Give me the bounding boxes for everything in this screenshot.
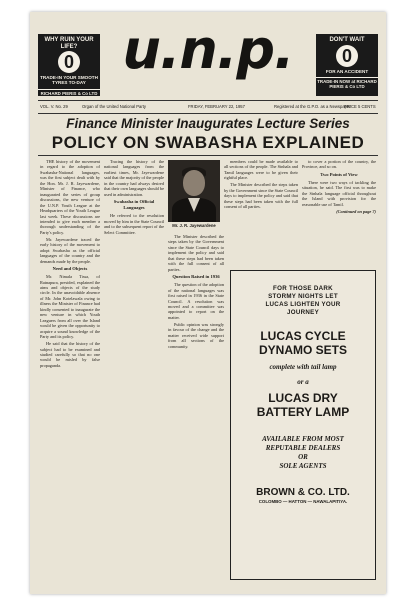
tyre-icon: 0 <box>336 45 358 67</box>
divider <box>38 155 378 156</box>
article-column-lower <box>168 234 224 578</box>
article-column-2 <box>104 159 164 579</box>
article-paragraph: THE history of the movement in regard to the adoption of Swabasha-National languages, was the first subject dealt with by the Hon. Mr. J. R. Jayewardene, Minister of Finance, who inaugurated the series of group discussions, the new venture of the U.N.P. Youth League at the Headquarters of the Youth League last week. These discussions are intended to give each member a thorough understanding of the Party's policy. <box>40 159 100 235</box>
advert-line: JOURNEY <box>286 309 319 316</box>
advert-product: DYNAMO SETS <box>258 343 347 357</box>
ad-right-line3: TRADE-IN NOW at RICHARD PIERIS & Co LTD <box>317 78 377 89</box>
headline-top: Finance Minister Inaugurates Lecture Series <box>66 116 350 131</box>
article-paragraph: He said that the history of the subject had to be examined and studied carefully so that no one would be misled by false propaganda. <box>40 341 100 368</box>
party-note: Organ of the United National Party <box>82 104 147 109</box>
photo-caption: Mr. J. R. Jayewardene <box>172 223 216 228</box>
tyre-icon: 0 <box>58 51 80 73</box>
advert-line: LUCAS LIGHTEN YOUR <box>265 301 341 308</box>
article-paragraph: The Minister described the steps taken by the Government since the State Council days to implement the policy and said that these steps had been taken with the full consent of all parties. <box>224 182 298 210</box>
tyre-advert-left <box>38 34 100 96</box>
price: PRICE 5 CENTS <box>344 104 376 109</box>
advert-availability: AVAILABLE FROM MOST <box>262 435 344 443</box>
subheading: Two Points of View <box>320 171 358 177</box>
masthead-title: u.n.p. <box>122 18 294 81</box>
dateline <box>38 100 378 114</box>
advert-availability: OR <box>298 453 308 461</box>
article-paragraph: There were two ways of tackling the situation, he said. The first was to make the Sinhala language official throughout the Island with provision for the reasonable use of Tamil. <box>302 179 376 207</box>
advert-line: STORMY NIGHTS LET <box>268 293 338 300</box>
article-paragraph: He referred to the resolution moved by him in the State Council and to the subsequent report of the Select Committee. <box>104 213 164 235</box>
ad-left-line2: TRADE-IN YOUR SMOOTH TYRES TO-DAY <box>40 75 98 86</box>
registration-note: Registered at the G.P.O. as a Newspaper <box>274 104 351 109</box>
newspaper-page <box>30 12 386 594</box>
advert-or: or a <box>297 378 309 386</box>
article-paragraph: members could be made available to all sections of the people. The Sinhala and Tamil languages were to be given their rightful place. <box>224 159 298 181</box>
minister-photo <box>168 160 220 222</box>
subheading: Question Raised in 1936 <box>172 274 220 280</box>
article-column-3 <box>224 159 298 265</box>
advert-availability: SOLE AGENTS <box>279 462 327 470</box>
advert-product: LUCAS CYCLE <box>260 329 346 343</box>
article-paragraph: The Minister described the steps taken by the Government since the State Council days to implement the policy and said that these steps had been taken with the full consent of all parties. <box>168 234 224 272</box>
lucas-advert <box>230 270 376 580</box>
advert-product: BATTERY LAMP <box>256 405 350 419</box>
ad-right-line2: FOR AN ACCIDENT <box>325 68 369 74</box>
subheading: Need and Objects <box>52 266 88 272</box>
advert-line: FOR THOSE DARK <box>273 285 333 292</box>
advert-product: LUCAS DRY <box>268 391 338 405</box>
article-paragraph: Mr. Jayewardene traced the early history of the movement to adopt Swabasha as the official languages of the country and the demands made by the people. <box>40 236 100 264</box>
article-paragraph: Public opinion was strongly in favour of the change and the matter received wide support from all sections of the community. <box>168 321 224 349</box>
subheading: Swabasha in Official Languages <box>113 199 155 211</box>
headline-main: POLICY ON SWABASHA EXPLAINED <box>51 133 365 152</box>
continued-note: (Continued on page 7) <box>336 208 376 214</box>
article-paragraph: The question of the adoption of the national languages was first raised in 1936 in the State Council. A resolution was moved and a committee was appointed to report on the matter. <box>168 282 224 320</box>
ad-right-line1: DON'T WAIT <box>329 37 365 43</box>
tyre-advert-right <box>316 34 378 96</box>
advert-availability: REPUTABLE DEALERS <box>265 444 341 452</box>
ad-left-line1: WHY RUIN YOUR LIFE? <box>44 37 94 50</box>
advert-address: COLOMBO — HATTON — NAWALAPITIYA. <box>258 499 348 504</box>
article-paragraph: to cover a portion of the country, the Province, and so on. <box>302 159 376 170</box>
issue-date: FRIDAY, FEBRUARY 22, 1957 <box>188 104 245 109</box>
article-column-4 <box>302 159 376 265</box>
article-column-1 <box>40 159 100 579</box>
advert-firm: BROWN & CO. LTD. <box>256 487 350 498</box>
ad-left-line3: RICHARD PIERIS & Co LTD <box>38 89 100 96</box>
advert-complete: complete with tail lamp <box>269 363 337 371</box>
article-paragraph: Tracing the history of the national languages from the earliest times, Mr. Jayewardene said that the majority of the people in the country had always desired that their own languages should be used in administration. <box>104 159 164 197</box>
volume: VOL. V. No. 29 <box>40 104 68 109</box>
article-paragraph: Mr. Nimala Tissa, of Ratnapura, presided, explained the aims and objects of the study circle. In the unavoidable absence of Mr. John Kotelawala owing to illness the Minister of Finance had kindly consented to inaugurate the new venture in which Youth Leaguers from all over the Island would be given the opportunity to acquire a sound knowledge of the Party and its policy. <box>40 274 100 340</box>
